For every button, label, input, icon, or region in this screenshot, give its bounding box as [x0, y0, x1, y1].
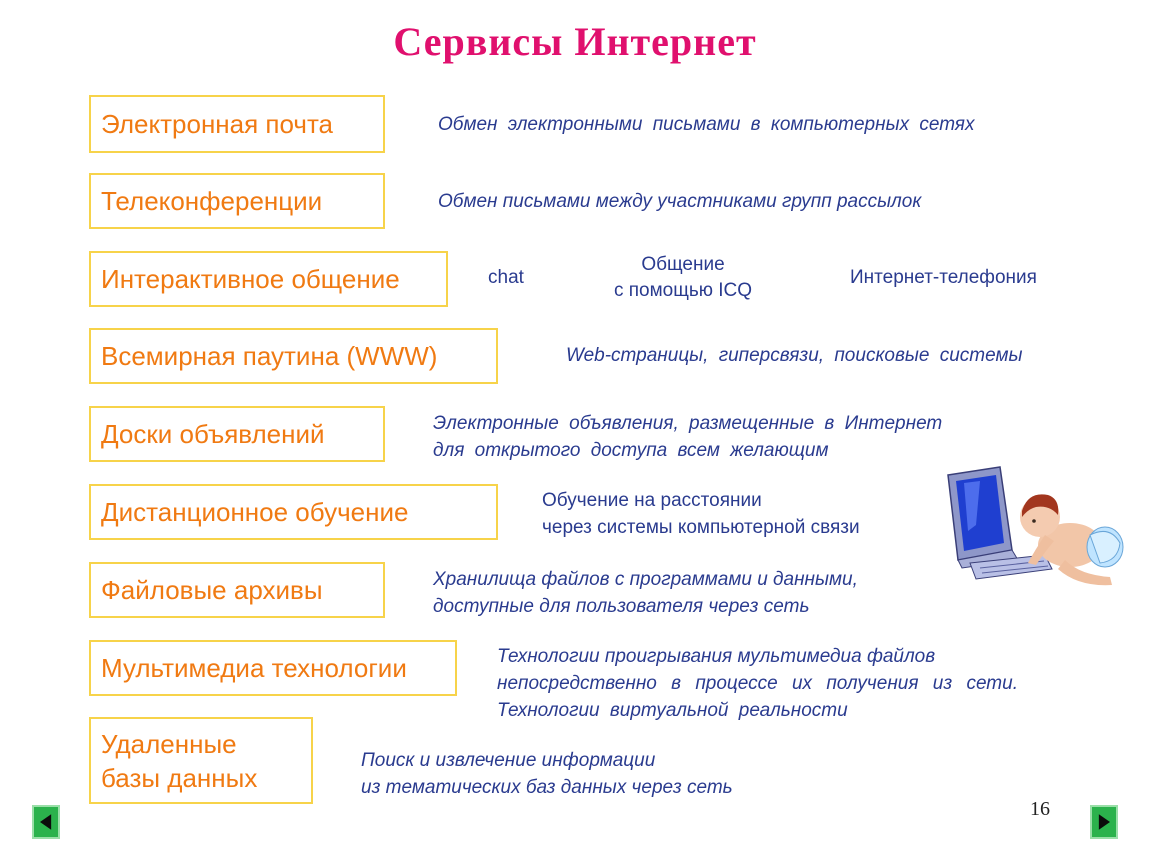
baby-computer-illustration: [940, 465, 1130, 590]
service-teleconference-label: Телеконференции: [101, 186, 323, 216]
desc-icq: Общение с помощью ICQ: [613, 254, 753, 301]
service-distance-learning-label: Дистанционное обучение: [101, 497, 409, 527]
desc-file-archives: Хранилища файлов с программами и данными, доступные для пользователя через сеть: [433, 569, 858, 617]
service-file-archives[interactable]: [89, 562, 385, 618]
service-bulletin-boards[interactable]: [89, 406, 385, 462]
service-distance-learning[interactable]: [89, 484, 498, 540]
desc-multimedia: Технологии проигрывания мультимедиа файлов непосредственно в процессе их получения из сети. Технологии виртуальной реальности: [497, 646, 1018, 721]
arrow-right-icon: [1092, 807, 1116, 837]
desc-bulletin-boards: Электронные объявления, размещенные в Интернет для открытого доступа всем желающим: [433, 413, 943, 461]
service-interactive[interactable]: [89, 251, 448, 307]
service-remote-databases-label-1: Удаленные: [101, 728, 237, 759]
desc-distance-learning: Обучение на расстоянии через системы компьютерной связи: [542, 490, 860, 538]
service-www[interactable]: [89, 328, 498, 384]
desc-www: Web-страницы, гиперсвязи, поисковые системы: [566, 345, 1023, 366]
desc-chat: chat: [488, 267, 524, 288]
service-bulletin-boards-label: Доски объявлений: [101, 419, 325, 449]
page-number: 16: [1030, 798, 1050, 820]
next-slide-button[interactable]: [1090, 805, 1118, 839]
service-www-label: Всемирная паутина (WWW): [101, 341, 438, 371]
service-teleconference[interactable]: [89, 173, 385, 229]
service-interactive-label: Интерактивное общение: [101, 264, 400, 294]
service-remote-databases[interactable]: [89, 717, 313, 804]
service-remote-databases-label-2: базы данных: [101, 762, 258, 793]
service-multimedia-label: Мультимедиа технологии: [101, 653, 407, 683]
desc-remote-databases: Поиск и извлечение информации из тематических баз данных через сеть: [361, 750, 733, 798]
service-email-label: Электронная почта: [101, 109, 334, 139]
arrow-left-icon: [34, 807, 58, 837]
page-title: Сервисы Интернет: [393, 19, 757, 64]
previous-slide-button[interactable]: [32, 805, 60, 839]
service-multimedia[interactable]: [89, 640, 457, 696]
service-email[interactable]: [89, 95, 385, 153]
desc-internet-phone: Интернет-телефония: [850, 267, 1037, 288]
desc-email: Обмен электронными письмами в компьютерных сетях: [438, 114, 975, 135]
desc-teleconference: Обмен письмами между участниками групп рассылок: [438, 191, 922, 212]
service-file-archives-label: Файловые архивы: [101, 575, 323, 605]
